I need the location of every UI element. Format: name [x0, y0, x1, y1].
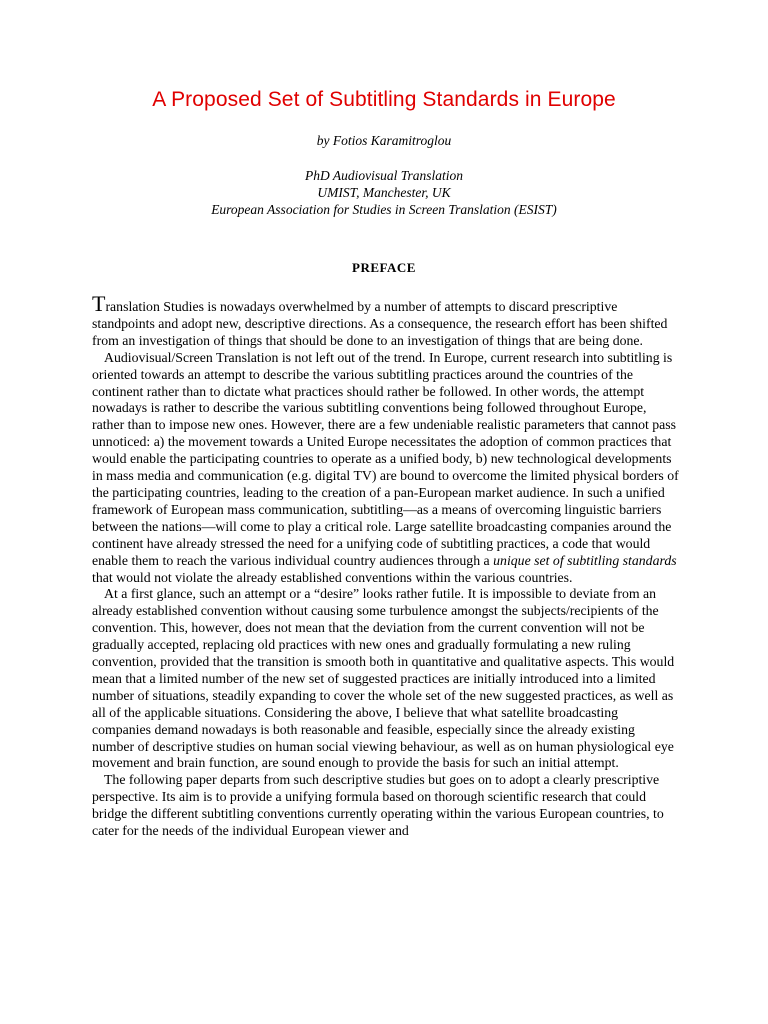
affiliation-line: UMIST, Manchester, UK	[317, 185, 451, 200]
body-text	[92, 291, 680, 840]
paragraph-text: Audiovisual/Screen Translation is not left out of the trend. In Europe, current research into subtitling is oriented towards an attempt to describe the various subtitling practices around the countries of the continent rather than to dictate what practices should rather be followed. In other words, the attempt nowadays is rather to describe the various subtitling conventions being followed throughout Europe, rather than to impose new ones. However, there are a few undeniable realistic parameters that cannot pass unnoticed: a) the movement towards a United Europe necessitates the adoption of common practices that would enable the participating countries to operate as a unified body, b) new technological developments in mass media and communication (e.g. digital TV) are bound to overcome the limited physical borders of the participating countries, leading to the creation of a pan-European market audience. In such a unified framework of European mass communication, subtitling—as a means of overcoming linguistic barriers between the nations—will come to play a critical role. Large satellite broadcasting companies around the continent have already stressed the need for a unifying code of subtitling practices, a code that would enable them to reach the various individual country audiences through a	[92, 349, 679, 568]
affiliation-line: European Association for Studies in Screen Translation (ESIST)	[211, 202, 557, 217]
paragraph	[92, 350, 680, 587]
affiliation-line: PhD Audiovisual Translation	[304, 168, 464, 183]
paragraph	[92, 291, 680, 350]
section-heading: PREFACE	[352, 260, 416, 275]
paragraph: The following paper departs from such descriptive studies but goes on to adopt a clearly prescriptive perspective. Its aim is to provide a unifying formula based on thorough scientific research that could bridge the different subtitling conventions currently operating within the various European countries, to cater for the needs of the individual European viewer and	[92, 772, 664, 839]
paragraph-text: that would not violate the already established conventions within the various countries.	[92, 569, 573, 585]
drop-cap: T	[92, 291, 106, 316]
emphasis-text: unique set of subtitling standards	[493, 552, 677, 568]
author-affiliation	[0, 167, 768, 218]
author-byline: by Fotios Karamitroglou	[316, 133, 452, 148]
paragraph-text: ranslation Studies is nowadays overwhelmed by a number of attempts to discard prescriptive standpoints and adopt new, descriptive directions. As a consequence, the research effort has been shifted from an investigation of things that should be done to an investigation of things that are being done.	[92, 299, 668, 348]
document-title: A Proposed Set of Subtitling Standards in Europe	[152, 88, 616, 111]
paragraph: At a first glance, such an attempt or a “desire” looks rather futile. It is impossible to deviate from an already established convention without causing some turbulence amongst the subjects/recipients of the convention. This, however, does not mean that the deviation from the current convention will not be gradually accepted, replacing old practices with new ones and gradually formulating a new ruling convention, provided that the transition is smooth both in quantitative and qualitative aspects. This would mean that a limited number of the new set of suggested practices are initially introduced into a limited number of situations, steadily expanding to cover the whole set of the new suggested practices, as well as all of the applicable situations. Considering the above, I believe that what satellite broadcasting companies demand nowadays is both reasonable and feasible, especially since the already existing number of descriptive studies on human social viewing behaviour, as well as on human physiological eye movement and brain function, are sound enough to provide the basis for such an initial attempt.	[92, 586, 675, 771]
